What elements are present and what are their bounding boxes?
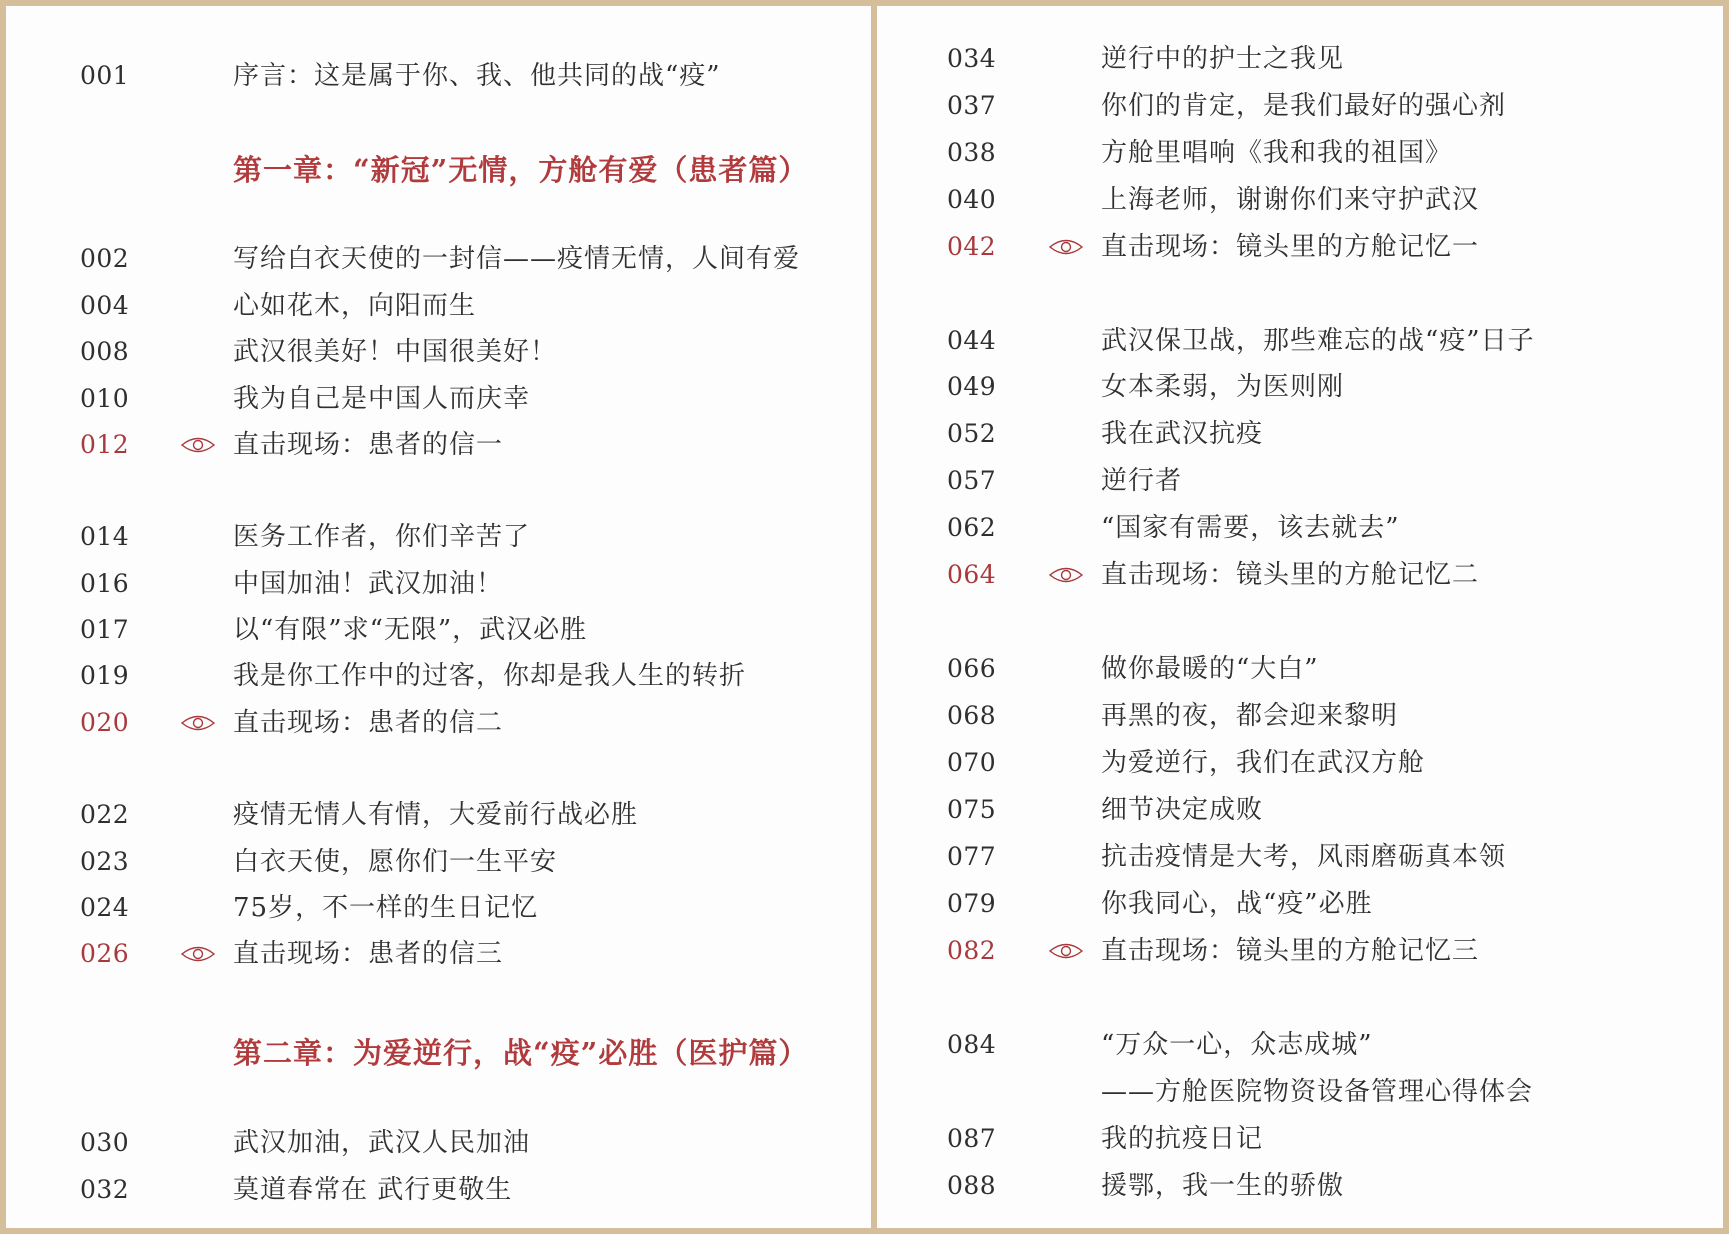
entry-title: 写给白衣天使的一封信——疫情无情，人间有爱 <box>233 244 801 274</box>
page-number: 066 <box>947 654 997 683</box>
page-number: 030 <box>80 1128 130 1157</box>
entry-title: 武汉加油，武汉人民加油 <box>233 1128 531 1158</box>
toc-entry[interactable] <box>877 180 1723 220</box>
entry-title: 你们的肯定，是我们最好的强心剂 <box>1101 91 1507 121</box>
toc-entry[interactable] <box>877 743 1723 783</box>
eye-icon <box>1049 237 1083 257</box>
page-number: 024 <box>80 893 130 922</box>
page-number: 016 <box>80 569 130 598</box>
toc-entry[interactable] <box>6 795 871 835</box>
page-number: 075 <box>947 795 997 824</box>
entry-title: 逆行者 <box>1101 466 1183 496</box>
page-number: 062 <box>947 513 997 542</box>
entry-title: 方舱里唱响《我和我的祖国》 <box>1101 138 1453 168</box>
left-page <box>6 6 871 1228</box>
toc-entry[interactable] <box>877 321 1723 361</box>
entry-title: 我是你工作中的过客，你却是我人生的转折 <box>233 661 747 691</box>
entry-title: “万众一心，众志成城” <box>1101 1030 1373 1060</box>
toc-entry-scene[interactable] <box>6 425 871 465</box>
chapter-heading: 第一章：“新冠”无情，方舱有爱（患者篇） <box>233 153 809 187</box>
entry-title: 逆行中的护士之我见 <box>1101 44 1345 74</box>
toc-entry[interactable] <box>6 1170 871 1210</box>
toc-entry[interactable] <box>6 517 871 557</box>
page-number: 049 <box>947 372 997 401</box>
entry-title: 再黑的夜，都会迎来黎明 <box>1101 701 1399 731</box>
toc-entry[interactable] <box>6 564 871 604</box>
entry-title: 序言：这是属于你、我、他共同的战“疫” <box>233 61 721 91</box>
page-number: 052 <box>947 419 997 448</box>
page-number: 077 <box>947 842 997 871</box>
eye-icon <box>181 944 215 964</box>
eye-icon <box>181 713 215 733</box>
toc-entry[interactable] <box>877 461 1723 501</box>
eye-icon <box>1049 941 1083 961</box>
entry-title: 我的抗疫日记 <box>1101 1124 1264 1154</box>
toc-entry[interactable] <box>6 379 871 419</box>
entry-title: 做你最暖的“大白” <box>1101 654 1319 684</box>
entry-title: 直击现场：镜头里的方舱记忆一 <box>1101 232 1480 262</box>
page-number: 082 <box>947 936 997 965</box>
entry-title: 抗击疫情是大考，风雨磨砺真本领 <box>1101 842 1507 872</box>
page-number: 070 <box>947 748 997 777</box>
toc-entry[interactable] <box>877 508 1723 548</box>
page-number: 020 <box>80 708 130 737</box>
entry-title: 上海老师，谢谢你们来守护武汉 <box>1101 185 1480 215</box>
page-number: 032 <box>80 1175 130 1204</box>
toc-entry[interactable] <box>6 56 871 96</box>
entry-title: 我在武汉抗疫 <box>1101 419 1264 449</box>
entry-title: 我为自己是中国人而庆幸 <box>233 384 531 414</box>
page-number: 001 <box>80 61 130 90</box>
toc-entry[interactable] <box>877 39 1723 79</box>
page-number: 087 <box>947 1124 997 1153</box>
entry-title: 莫道春常在 武行更敬生 <box>233 1175 513 1205</box>
toc-entry[interactable] <box>877 790 1723 830</box>
toc-entry[interactable] <box>877 133 1723 173</box>
toc-entry[interactable] <box>6 610 871 650</box>
entry-title: 白衣天使，愿你们一生平安 <box>233 847 558 877</box>
toc-entry[interactable] <box>877 696 1723 736</box>
toc-entry[interactable] <box>6 332 871 372</box>
toc-entry[interactable] <box>6 842 871 882</box>
toc-entry-scene[interactable] <box>877 555 1723 595</box>
entry-title: 心如花木，向阳而生 <box>233 291 477 321</box>
entry-title: “国家有需要，该去就去” <box>1101 513 1400 543</box>
eye-icon <box>1049 565 1083 585</box>
entry-title: 武汉保卫战，那些难忘的战“疫”日子 <box>1101 326 1535 356</box>
page-number: 042 <box>947 232 997 261</box>
page-number: 012 <box>80 430 130 459</box>
toc-entry[interactable] <box>877 1166 1723 1206</box>
page-number: 084 <box>947 1030 997 1059</box>
entry-title: 以“有限”求“无限”，武汉必胜 <box>233 615 588 645</box>
page-number: 014 <box>80 522 130 551</box>
toc-entry-scene[interactable] <box>877 227 1723 267</box>
toc-entry-scene[interactable] <box>6 934 871 974</box>
toc-entry[interactable] <box>877 649 1723 689</box>
page-number: 002 <box>80 244 130 273</box>
page-number: 026 <box>80 939 130 968</box>
entry-title: 75岁，不一样的生日记忆 <box>233 893 539 923</box>
entry-title: 直击现场：镜头里的方舱记忆三 <box>1101 936 1480 966</box>
toc-entry[interactable] <box>877 1025 1723 1065</box>
page-number: 037 <box>947 91 997 120</box>
page-number: 023 <box>80 847 130 876</box>
page-number: 088 <box>947 1171 997 1200</box>
entry-title: 为爱逆行，我们在武汉方舱 <box>1101 748 1426 778</box>
toc-entry[interactable] <box>877 837 1723 877</box>
page-number: 064 <box>947 560 997 589</box>
page-number: 038 <box>947 138 997 167</box>
entry-title: 中国加油！武汉加油！ <box>233 569 504 599</box>
page-number: 010 <box>80 384 130 413</box>
page-number: 017 <box>80 615 130 644</box>
toc-entry[interactable] <box>6 656 871 696</box>
toc-entry[interactable] <box>6 888 871 928</box>
entry-title: 直击现场：患者的信一 <box>233 430 504 460</box>
toc-entry[interactable] <box>6 286 871 326</box>
toc-entry-scene[interactable] <box>6 703 871 743</box>
toc-entry[interactable] <box>877 367 1723 407</box>
toc-entry[interactable] <box>6 239 871 279</box>
page-number: 068 <box>947 701 997 730</box>
toc-entry[interactable] <box>877 414 1723 454</box>
page-number: 040 <box>947 185 997 214</box>
toc-entry[interactable] <box>877 1119 1723 1159</box>
page-number: 004 <box>80 291 130 320</box>
chapter-heading: 第二章：为爱逆行，战“疫”必胜（医护篇） <box>233 1036 809 1070</box>
entry-title: 你我同心，战“疫”必胜 <box>1101 889 1373 919</box>
entry-title: 疫情无情人有情，大爱前行战必胜 <box>233 800 639 830</box>
right-page <box>877 6 1723 1228</box>
entry-title: 直击现场：镜头里的方舱记忆二 <box>1101 560 1480 590</box>
entry-title: 援鄂，我一生的骄傲 <box>1101 1171 1345 1201</box>
entry-title: 武汉很美好！中国很美好！ <box>233 337 558 367</box>
toc-entry-scene[interactable] <box>877 931 1723 971</box>
page-number: 034 <box>947 44 997 73</box>
page-number: 022 <box>80 800 130 829</box>
entry-title: 直击现场：患者的信三 <box>233 939 504 969</box>
page-number: 008 <box>80 337 130 366</box>
page-number: 057 <box>947 466 997 495</box>
entry-title: 细节决定成败 <box>1101 795 1264 825</box>
entry-title: 女本柔弱，为医则刚 <box>1101 372 1345 402</box>
toc-entry[interactable] <box>6 1123 871 1163</box>
page-number: 019 <box>80 661 130 690</box>
entry-title: 医务工作者，你们辛苦了 <box>233 522 531 552</box>
toc-entry-subtitle <box>877 1072 1723 1112</box>
eye-icon <box>181 435 215 455</box>
page-number: 079 <box>947 889 997 918</box>
toc-entry[interactable] <box>877 86 1723 126</box>
entry-title: 直击现场：患者的信二 <box>233 708 504 738</box>
page-number: 044 <box>947 326 997 355</box>
toc-entry[interactable] <box>877 884 1723 924</box>
entry-subtitle: ——方舱医院物资设备管理心得体会 <box>1101 1077 1534 1107</box>
